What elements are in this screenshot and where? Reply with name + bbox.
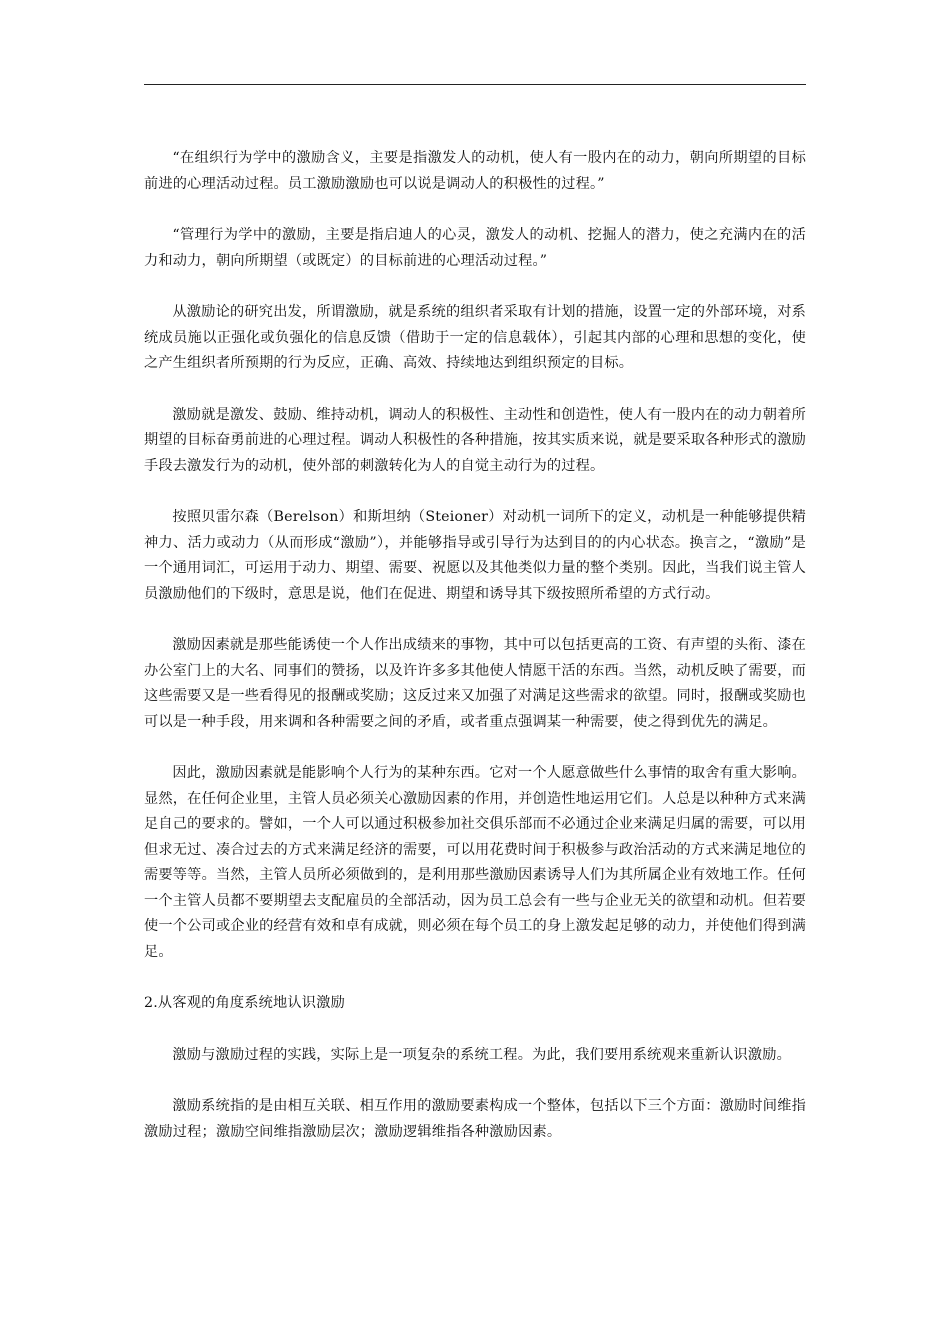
paragraph: “在组织行为学中的激励含义，主要是指激发人的动机，使人有一股内在的动力，朝向所期望的目标前进的心理活动过程。员工激励激励也可以说是调动人的积极性的过程。” (144, 150, 806, 192)
paragraph: 按照贝雷尔森（Berelson）和斯坦纳（Steioner）对动机一词所下的定义，动机是一种能够提供精神力、活力或动力（从而形成“激励”），并能够指导或引导行为达到目的的内心状态。换言之，“激励”是一个通用词汇，可运用于动力、期望、需要、祝愿以及其他类似力量的整个类别。因此，当我们说主管人员激励他们的下级时，意思是说，他们在促进、期望和诱导其下级按照所希望的方式行动。 (144, 509, 806, 602)
paragraph: 因此，激励因素就是能影响个人行为的某种东西。它对一个人愿意做些什么事情的取舍有重大影响。显然，在任何企业里，主管人员必须关心激励因素的作用，并创造性地运用它们。人总是以种种方式来满足自己的要求的。譬如，一个人可以通过积极参加社交俱乐部而不必通过企业来满足归属的需要，可以用但求无过、凑合过去的方式来满足经济的需要，可以用花费时间于积极参与政治活动的方式来满足地位的需要等等。当然，主管人员所必须做到的，是利用那些激励因素诱导人们为其所属企业有效地工作。任何一个主管人员都不要期望去支配雇员的全部活动，因为员工总会有一些与企业无关的欲望和动机。但若要使一个公司或企业的经营有效和卓有成就，则必须在每个员工的身上激发起足够的动力，并使他们得到满足。 (144, 765, 806, 960)
paragraph: 激励就是激发、鼓励、维持动机，调动人的积极性、主动性和创造性，使人有一股内在的动力朝着所期望的目标奋勇前进的心理过程。调动人积极性的各种措施，按其实质来说，就是要采取各种形式的激励手段去激发行为的动机，使外部的刺激转化为人的自觉主动行为的过程。 (144, 406, 806, 474)
paragraph: 激励与激励过程的实践，实际上是一项复杂的系统工程。为此，我们要用系统观来重新认识激励。 (172, 1046, 792, 1063)
paragraph: 激励因素就是那些能诱使一个人作出成绩来的事物，其中可以包括更高的工资、有声望的头衔、漆在办公室门上的大名、同事们的赞扬，以及许许多多其他使人情愿干活的东西。当然，动机反映了需要，而这些需要又是一些看得见的报酬或奖励；这反过来又加强了对满足这些需求的欲望。同时，报酬或奖励也可以是一种手段，用来调和各种需要之间的矛盾，或者重点强调某一种需要，使之得到优先的满足。 (144, 637, 806, 730)
paragraph: “管理行为学中的激励，主要是指启迪人的心灵，激发人的动机、挖掘人的潜力，使之充满内在的活力和动力，朝向所期望（或既定）的目标前进的心理活动过程。” (144, 227, 806, 269)
document-body (144, 146, 806, 1171)
paragraph: 激励系统指的是由相互关联、相互作用的激励要素构成一个整体，包括以下三个方面：激励时间维指激励过程；激励空间维指激励层次；激励逻辑维指各种激励因素。 (144, 1098, 806, 1140)
paragraph: 从激励论的研究出发，所谓激励，就是系统的组织者采取有计划的措施，设置一定的外部环境，对系统成员施以正强化或负强化的信息反馈（借助于一定的信息载体），引起其内部的心理和思想的变化，使之产生组织者所预期的行为反应，正确、高效、持续地达到组织预定的目标。 (144, 304, 806, 371)
header-rule (144, 84, 806, 85)
section-heading: 2.从客观的角度系统地认识激励 (144, 995, 345, 1011)
